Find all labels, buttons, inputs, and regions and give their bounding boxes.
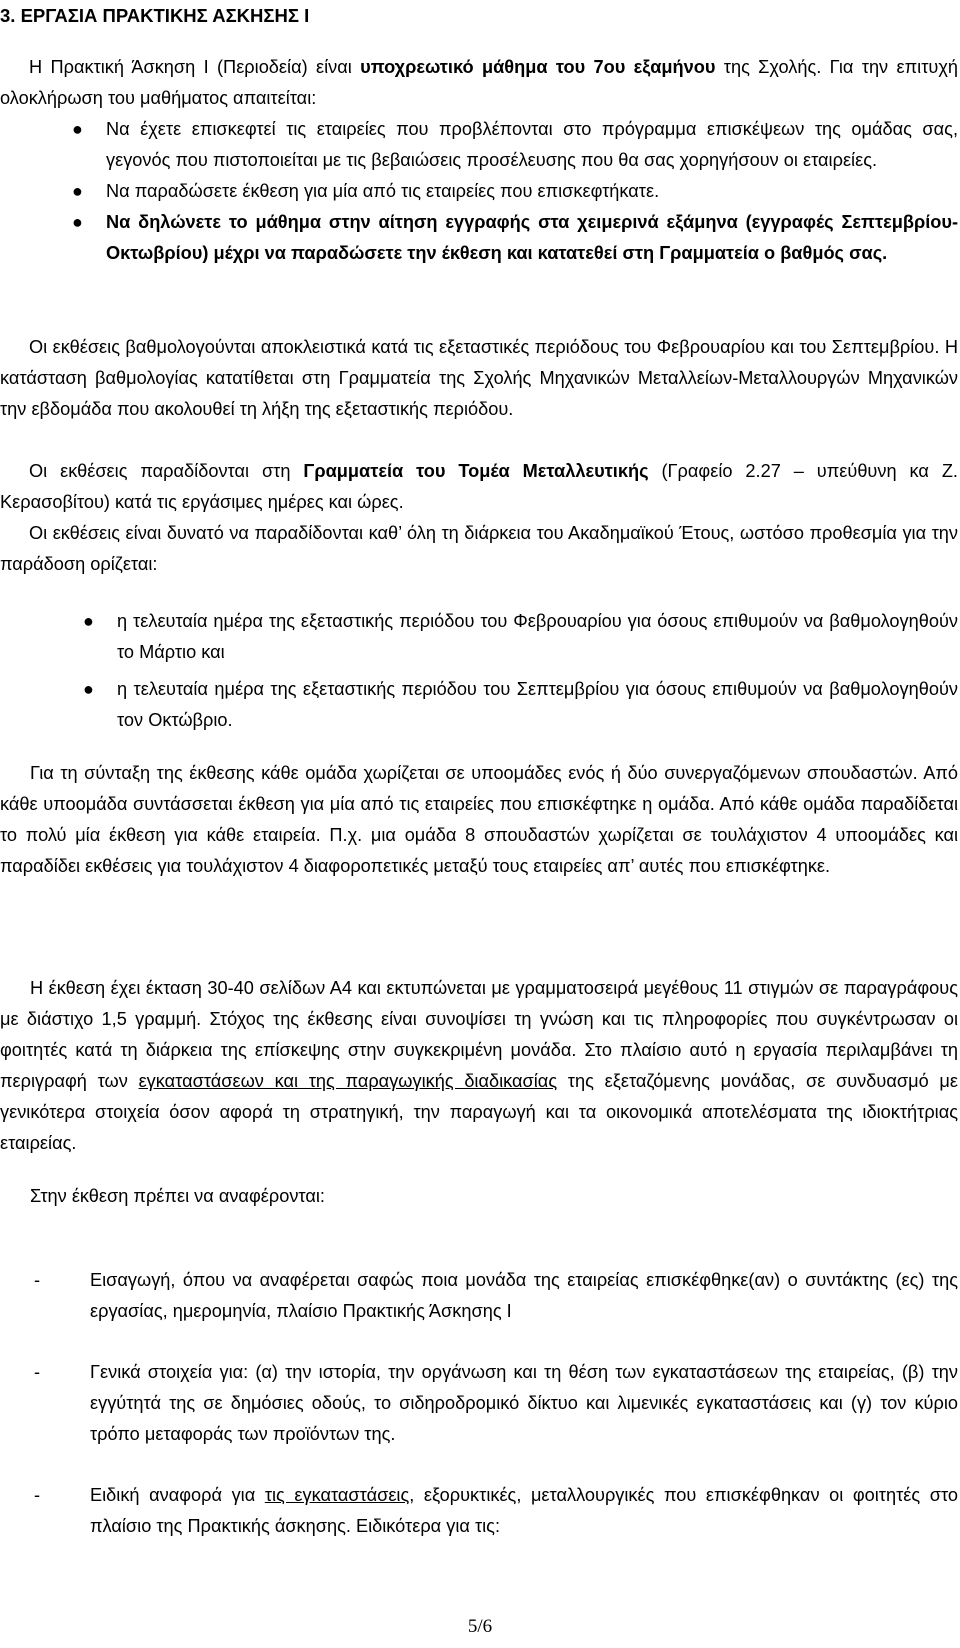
deadline-paragraph: Οι εκθέσεις είναι δυνατό να παραδίδονται καθ’ όλη τη διάρκεια του Ακαδημαϊκού Έτους, ωστόσο προθεσμία για την παράδοση ορίζεται:	[0, 523, 958, 574]
bullet-icon: ●	[83, 611, 94, 631]
bullet-icon: ●	[83, 679, 94, 699]
delivery-bold: Γραμματεία του Τομέα Μεταλλευτικής	[303, 461, 649, 481]
section-heading: 3. ΕΡΓΑΣΙΑ ΠΡΑΚΤΙΚΗΣ ΑΣΚΗΣΗΣ Ι	[0, 5, 310, 26]
deadlines-list	[83, 606, 958, 736]
requirements-list	[72, 114, 958, 269]
list-item: ● η τελευταία ημέρα της εξεταστικής περιόδου του Σεπτεμβρίου για όσους επιθυμούν να βαθμολογηθούν τον Οκτώβριο.	[117, 674, 958, 736]
page-number: 5/6	[467, 1616, 493, 1637]
dash-icon: -	[34, 1485, 41, 1505]
grading-paragraph: Οι εκθέσεις βαθμολογούνται αποκλειστικά κατά τις εξεταστικές περιόδους του Φεβρουαρίου και του Σεπτεμβρίου. Η κατάσταση βαθμολογίας κατατίθεται στη Γραμματεία της Σχολής Μηχανικών Μεταλλείων-Μεταλλουργών Μηχανικών την εβδομάδα που ακολουθεί τη λήξη της εξεταστικής περιόδου.	[0, 337, 958, 419]
contents-intro: Στην έκθεση πρέπει να αναφέρονται:	[30, 1186, 325, 1206]
contents-list	[34, 1265, 958, 1542]
list-item: - Εισαγωγή, όπου να αναφέρεται σαφώς ποια μονάδα της εταιρείας επισκέφθηκε(αν) ο συντάκτης (ες) της εργασίας, ημερομηνία, πλαίσιο Πρακτικής Άσκησης Ι	[90, 1265, 958, 1327]
list-item: - Γενικά στοιχεία για: (α) την ιστορία, την οργάνωση και τη θέση των εγκαταστάσεων της εταιρείας, (β) την εγγύτητά της σε δημόσιες οδούς, το σιδηροδρομικό δίκτυο και λιμενικές εγκαταστάσεις και (γ) τον κύριο τρόπο μεταφοράς των προϊόντων της.	[90, 1357, 958, 1450]
dash-icon: -	[34, 1362, 41, 1382]
list-item: ● Να έχετε επισκεφτεί τις εταιρείες που προβλέπονται στο πρόγραμμα επισκέψεων της ομάδας σας, γεγονός που πιστοποιείται με τις βεβαιώσεις προσέλευσης που θα σας χορηγήσουν οι εταιρείες.	[106, 114, 958, 176]
intro-paragraph: Η Πρακτική Άσκηση Ι (Περιοδεία) είναι υποχρεωτικό μάθημα του 7ου εξαμήνου της Σχολής. Για την επιτυχή ολοκλήρωση του μαθήματος απαιτείται:	[0, 57, 958, 108]
bullet-icon: ●	[72, 181, 83, 201]
format-underline: εγκαταστάσεων και της παραγωγικής διαδικασίας	[138, 1071, 558, 1091]
delivery-paragraph: Οι εκθέσεις παραδίδονται στη Γραμματεία του Τομέα Μεταλλευτικής (Γραφείο 2.27 – υπεύθυνη κα Ζ. Κερασοβίτου) κατά τις εργάσιμες ημέρες και ώρες.	[0, 461, 958, 512]
bullet-icon: ●	[72, 119, 83, 139]
dash-icon: -	[34, 1270, 41, 1290]
intro-bold: υποχρεωτικό μάθημα του 7ου εξαμήνου	[360, 57, 716, 77]
list-item: ● η τελευταία ημέρα της εξεταστικής περιόδου του Φεβρουαρίου για όσους επιθυμούν να βαθμολογηθούν το Μάρτιο και	[117, 606, 958, 668]
bullet-icon: ●	[72, 212, 83, 232]
format-paragraph: Η έκθεση έχει έκταση 30-40 σελίδων Α4 και εκτυπώνεται με γραμματοσειρά μεγέθους 11 στιγμών σε παραγράφους με διάστιχο 1,5 γραμμή. Στόχος της έκθεσης είναι συνοψίσει τη γνώση και τις πληροφορίες που συγκέντρωσαν οι φοιτητές κατά τη διάρκεια της επίσκεψης στην συγκεκριμένη μονάδα. Στο πλαίσιο αυτό η εργασία περιλαμβάνει τη περιγραφή των εγκαταστάσεων και της παραγωγικής διαδικασίας της εξεταζόμενης μονάδας, σε συνδυασμό με γενικότερα στοιχεία όσον αφορά τη στρατηγική, την παραγωγή και τα οικονομικά αποτελέσματα της ιδιοκτήτριας εταιρείας.	[0, 978, 958, 1153]
groups-paragraph: Για τη σύνταξη της έκθεσης κάθε ομάδα χωρίζεται σε υποομάδες ενός ή δύο συνεργαζόμενων σπουδαστών. Από κάθε υποομάδα συντάσσεται έκθεση για μία από τις εταιρείες που επισκέφτηκε η ομάδα. Από κάθε ομάδα παραδίδεται το πολύ μία έκθεση για κάθε εταιρεία. Π.χ. μια ομάδα 8 σπουδαστών χωρίζεται σε τουλάχιστον 4 υποομάδες και παραδίδει εκθέσεις για τουλάχιστον 4 διαφοροπετικές μεταξύ τους εταιρείες απ’ αυτές που επισκέφτηκε.	[0, 763, 958, 876]
list-item: ● Να παραδώσετε έκθεση για μία από τις εταιρείες που επισκεφτήκατε.	[106, 176, 958, 207]
list-item: ● Να δηλώνετε το μάθημα στην αίτηση εγγραφής στα χειμερινά εξάμηνα (εγγραφές Σεπτεμβρίου-Οκτωβρίου) μέχρι να παραδώσετε την έκθεση και κατατεθεί στη Γραμματεία ο βαθμός σας.	[106, 207, 958, 269]
list-item: - Ειδική αναφορά για τις εγκαταστάσεις, εξορυκτικές, μεταλλουργικές που επισκέφθηκαν οι φοιτητές στο πλαίσιο της Πρακτικής άσκησης. Ειδικότερα για τις:	[90, 1480, 958, 1542]
